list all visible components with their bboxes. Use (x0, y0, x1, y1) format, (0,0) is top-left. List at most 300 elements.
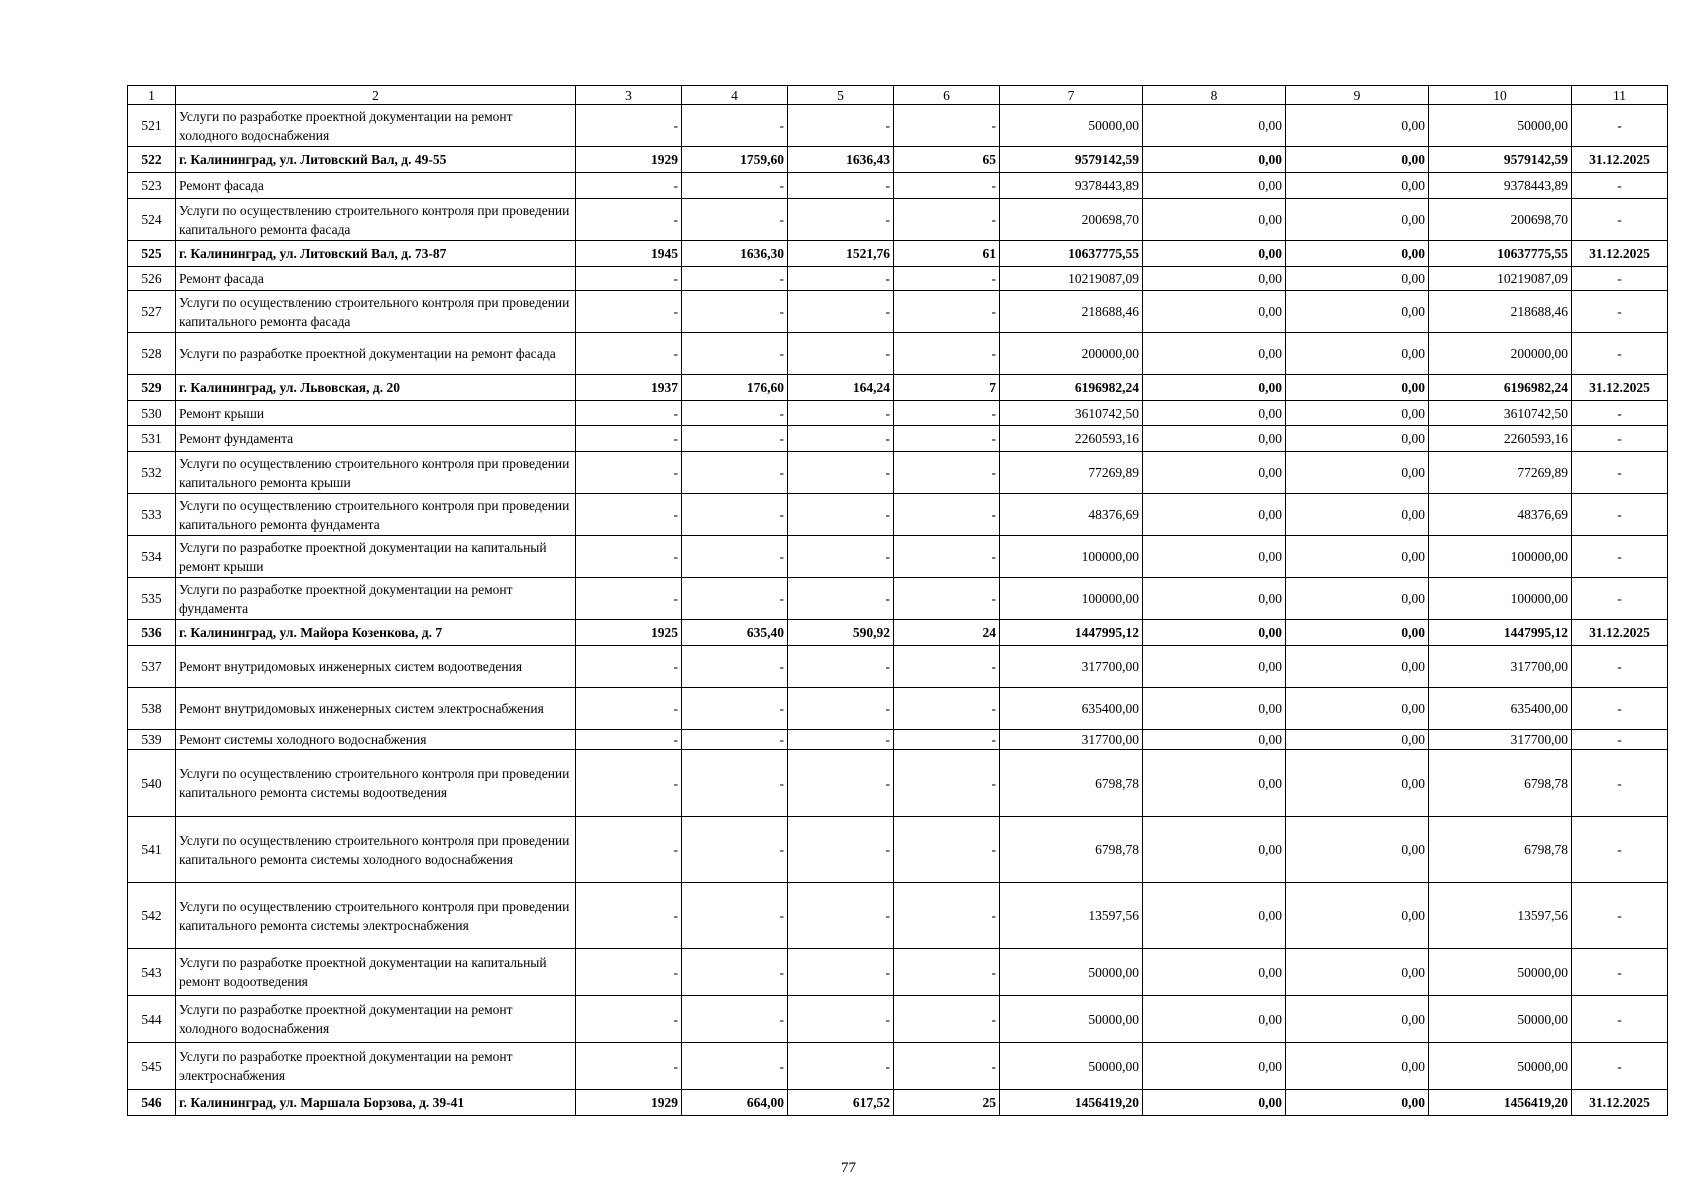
total-cost-cell: 6798,78 (1000, 817, 1143, 883)
budget-cell: 0,00 (1286, 267, 1429, 291)
total-area-cell: - (682, 750, 788, 817)
work-item-row (128, 646, 1668, 688)
living-area-cell: - (788, 401, 894, 426)
row-number-cell: 521 (128, 105, 176, 147)
completion-date-cell: 31.12.2025 (1572, 375, 1668, 401)
owners-funds-cell: 218688,46 (1429, 291, 1572, 333)
build-year-cell: 1937 (576, 375, 682, 401)
total-area-cell: - (682, 173, 788, 199)
residents-cell: - (894, 105, 1000, 147)
residents-cell: - (894, 949, 1000, 996)
fund-cell: 0,00 (1143, 1043, 1286, 1090)
total-area-cell: - (682, 688, 788, 730)
work-item-row (128, 267, 1668, 291)
residents-cell: - (894, 646, 1000, 688)
work-description-cell: Услуги по разработке проектной документации на ремонт холодного водоснабжения (176, 996, 576, 1043)
living-area-cell: - (788, 173, 894, 199)
work-description-cell: Услуги по осуществлению строительного контроля при проведении капитального ремонта системы электроснабжения (176, 883, 576, 949)
completion-date-cell: - (1572, 333, 1668, 375)
residents-cell: - (894, 173, 1000, 199)
work-item-row (128, 494, 1668, 536)
build-year-cell: - (576, 1043, 682, 1090)
completion-date-cell: - (1572, 105, 1668, 147)
completion-date-cell: - (1572, 646, 1668, 688)
work-description-cell: Ремонт внутридомовых инженерных систем электроснабжения (176, 688, 576, 730)
work-item-row (128, 750, 1668, 817)
work-item-row (128, 817, 1668, 883)
completion-date-cell: - (1572, 173, 1668, 199)
owners-funds-cell: 100000,00 (1429, 578, 1572, 620)
build-year-cell: - (576, 688, 682, 730)
build-year-cell: - (576, 750, 682, 817)
completion-date-cell: - (1572, 730, 1668, 750)
total-area-cell: - (682, 996, 788, 1043)
row-number-cell: 540 (128, 750, 176, 817)
living-area-cell: - (788, 333, 894, 375)
residents-cell: 24 (894, 620, 1000, 646)
work-description-cell: г. Калининград, ул. Литовский Вал, д. 73-87 (176, 241, 576, 267)
work-item-row (128, 949, 1668, 996)
budget-cell: 0,00 (1286, 452, 1429, 494)
completion-date-cell: - (1572, 688, 1668, 730)
total-area-cell: - (682, 578, 788, 620)
header-cell-7: 7 (1000, 86, 1143, 105)
fund-cell: 0,00 (1143, 750, 1286, 817)
completion-date-cell: - (1572, 883, 1668, 949)
budget-cell: 0,00 (1286, 105, 1429, 147)
build-year-cell: - (576, 105, 682, 147)
work-description-cell: Услуги по разработке проектной документации на ремонт электроснабжения (176, 1043, 576, 1090)
living-area-cell: - (788, 267, 894, 291)
living-area-cell: 617,52 (788, 1090, 894, 1116)
residents-cell: - (894, 333, 1000, 375)
budget-cell: 0,00 (1286, 426, 1429, 452)
fund-cell: 0,00 (1143, 291, 1286, 333)
total-cost-cell: 9579142,59 (1000, 147, 1143, 173)
fund-cell: 0,00 (1143, 883, 1286, 949)
row-number-cell: 532 (128, 452, 176, 494)
build-year-cell: - (576, 646, 682, 688)
owners-funds-cell: 3610742,50 (1429, 401, 1572, 426)
work-description-cell: Ремонт крыши (176, 401, 576, 426)
living-area-cell: 164,24 (788, 375, 894, 401)
owners-funds-cell: 9378443,89 (1429, 173, 1572, 199)
build-year-cell: - (576, 996, 682, 1043)
total-cost-cell: 218688,46 (1000, 291, 1143, 333)
living-area-cell: - (788, 817, 894, 883)
owners-funds-cell: 9579142,59 (1429, 147, 1572, 173)
completion-date-cell: - (1572, 401, 1668, 426)
budget-cell: 0,00 (1286, 333, 1429, 375)
completion-date-cell: - (1572, 750, 1668, 817)
owners-funds-cell: 13597,56 (1429, 883, 1572, 949)
fund-cell: 0,00 (1143, 333, 1286, 375)
address-row (128, 147, 1668, 173)
residents-cell: - (894, 494, 1000, 536)
completion-date-cell: - (1572, 291, 1668, 333)
residents-cell: - (894, 291, 1000, 333)
build-year-cell: - (576, 291, 682, 333)
completion-date-cell: - (1572, 426, 1668, 452)
total-cost-cell: 50000,00 (1000, 949, 1143, 996)
residents-cell: 25 (894, 1090, 1000, 1116)
owners-funds-cell: 10219087,09 (1429, 267, 1572, 291)
build-year-cell: - (576, 452, 682, 494)
budget-cell: 0,00 (1286, 291, 1429, 333)
total-area-cell: 664,00 (682, 1090, 788, 1116)
work-description-cell: Ремонт внутридомовых инженерных систем водоотведения (176, 646, 576, 688)
completion-date-cell: 31.12.2025 (1572, 241, 1668, 267)
row-number-cell: 536 (128, 620, 176, 646)
budget-cell: 0,00 (1286, 646, 1429, 688)
residents-cell: - (894, 817, 1000, 883)
owners-funds-cell: 2260593,16 (1429, 426, 1572, 452)
total-area-cell: - (682, 401, 788, 426)
residents-cell: - (894, 688, 1000, 730)
fund-cell: 0,00 (1143, 949, 1286, 996)
header-cell-5: 5 (788, 86, 894, 105)
total-cost-cell: 317700,00 (1000, 646, 1143, 688)
fund-cell: 0,00 (1143, 199, 1286, 241)
owners-funds-cell: 6798,78 (1429, 750, 1572, 817)
residents-cell: - (894, 401, 1000, 426)
completion-date-cell: - (1572, 494, 1668, 536)
total-area-cell: - (682, 817, 788, 883)
completion-date-cell: - (1572, 536, 1668, 578)
capital-repair-table (127, 85, 1668, 1116)
build-year-cell: - (576, 494, 682, 536)
row-number-cell: 528 (128, 333, 176, 375)
residents-cell: - (894, 267, 1000, 291)
fund-cell: 0,00 (1143, 173, 1286, 199)
work-description-cell: Услуги по разработке проектной документации на ремонт фундамента (176, 578, 576, 620)
header-cell-1: 1 (128, 86, 176, 105)
owners-funds-cell: 1456419,20 (1429, 1090, 1572, 1116)
residents-cell: 65 (894, 147, 1000, 173)
residents-cell: - (894, 426, 1000, 452)
row-number-cell: 543 (128, 949, 176, 996)
residents-cell: - (894, 996, 1000, 1043)
row-number-cell: 534 (128, 536, 176, 578)
total-area-cell: 176,60 (682, 375, 788, 401)
fund-cell: 0,00 (1143, 646, 1286, 688)
completion-date-cell: - (1572, 817, 1668, 883)
fund-cell: 0,00 (1143, 452, 1286, 494)
work-description-cell: г. Калининград, ул. Литовский Вал, д. 49-55 (176, 147, 576, 173)
owners-funds-cell: 200000,00 (1429, 333, 1572, 375)
total-area-cell: - (682, 1043, 788, 1090)
completion-date-cell: - (1572, 1043, 1668, 1090)
owners-funds-cell: 6798,78 (1429, 817, 1572, 883)
total-area-cell: - (682, 949, 788, 996)
total-cost-cell: 2260593,16 (1000, 426, 1143, 452)
total-cost-cell: 50000,00 (1000, 1043, 1143, 1090)
total-area-cell: 1759,60 (682, 147, 788, 173)
build-year-cell: - (576, 333, 682, 375)
owners-funds-cell: 77269,89 (1429, 452, 1572, 494)
work-item-row (128, 1043, 1668, 1090)
completion-date-cell: 31.12.2025 (1572, 147, 1668, 173)
work-item-row (128, 452, 1668, 494)
budget-cell: 0,00 (1286, 949, 1429, 996)
address-row (128, 375, 1668, 401)
work-item-row (128, 883, 1668, 949)
header-cell-8: 8 (1143, 86, 1286, 105)
residents-cell: - (894, 452, 1000, 494)
address-row (128, 620, 1668, 646)
total-cost-cell: 13597,56 (1000, 883, 1143, 949)
budget-cell: 0,00 (1286, 883, 1429, 949)
build-year-cell: 1929 (576, 1090, 682, 1116)
fund-cell: 0,00 (1143, 494, 1286, 536)
budget-cell: 0,00 (1286, 996, 1429, 1043)
total-area-cell: - (682, 426, 788, 452)
budget-cell: 0,00 (1286, 1090, 1429, 1116)
work-item-row (128, 333, 1668, 375)
build-year-cell: 1929 (576, 147, 682, 173)
work-item-row (128, 291, 1668, 333)
fund-cell: 0,00 (1143, 426, 1286, 452)
work-description-cell: Услуги по осуществлению строительного контроля при проведении капитального ремонта системы холодного водоснабжения (176, 817, 576, 883)
owners-funds-cell: 317700,00 (1429, 646, 1572, 688)
work-description-cell: Услуги по разработке проектной документации на ремонт фасада (176, 333, 576, 375)
owners-funds-cell: 635400,00 (1429, 688, 1572, 730)
build-year-cell: - (576, 578, 682, 620)
fund-cell: 0,00 (1143, 401, 1286, 426)
build-year-cell: - (576, 949, 682, 996)
row-number-cell: 523 (128, 173, 176, 199)
header-cell-10: 10 (1429, 86, 1572, 105)
completion-date-cell: - (1572, 199, 1668, 241)
work-description-cell: Ремонт фасада (176, 267, 576, 291)
build-year-cell: - (576, 883, 682, 949)
total-cost-cell: 3610742,50 (1000, 401, 1143, 426)
fund-cell: 0,00 (1143, 105, 1286, 147)
budget-cell: 0,00 (1286, 817, 1429, 883)
fund-cell: 0,00 (1143, 688, 1286, 730)
work-description-cell: г. Калининград, ул. Маршала Борзова, д. 39-41 (176, 1090, 576, 1116)
residents-cell: - (894, 1043, 1000, 1090)
completion-date-cell: - (1572, 996, 1668, 1043)
build-year-cell: - (576, 267, 682, 291)
column-number-header-row (128, 86, 1668, 105)
work-description-cell: Ремонт фундамента (176, 426, 576, 452)
total-cost-cell: 10219087,09 (1000, 267, 1143, 291)
work-item-row (128, 536, 1668, 578)
work-description-cell: Ремонт системы холодного водоснабжения (176, 730, 576, 750)
total-cost-cell: 6798,78 (1000, 750, 1143, 817)
row-number-cell: 533 (128, 494, 176, 536)
row-number-cell: 522 (128, 147, 176, 173)
header-cell-4: 4 (682, 86, 788, 105)
total-cost-cell: 50000,00 (1000, 105, 1143, 147)
fund-cell: 0,00 (1143, 147, 1286, 173)
budget-cell: 0,00 (1286, 199, 1429, 241)
total-cost-cell: 50000,00 (1000, 996, 1143, 1043)
owners-funds-cell: 10637775,55 (1429, 241, 1572, 267)
residents-cell: - (894, 578, 1000, 620)
header-cell-2: 2 (176, 86, 576, 105)
completion-date-cell: - (1572, 267, 1668, 291)
fund-cell: 0,00 (1143, 1090, 1286, 1116)
owners-funds-cell: 50000,00 (1429, 105, 1572, 147)
row-number-cell: 538 (128, 688, 176, 730)
fund-cell: 0,00 (1143, 817, 1286, 883)
budget-cell: 0,00 (1286, 578, 1429, 620)
fund-cell: 0,00 (1143, 536, 1286, 578)
address-row (128, 241, 1668, 267)
residents-cell: 61 (894, 241, 1000, 267)
budget-cell: 0,00 (1286, 750, 1429, 817)
total-cost-cell: 317700,00 (1000, 730, 1143, 750)
header-cell-6: 6 (894, 86, 1000, 105)
work-description-cell: г. Калининград, ул. Львовская, д. 20 (176, 375, 576, 401)
living-area-cell: - (788, 996, 894, 1043)
budget-cell: 0,00 (1286, 375, 1429, 401)
work-description-cell: Услуги по осуществлению строительного контроля при проведении капитального ремонта крыши (176, 452, 576, 494)
build-year-cell: - (576, 199, 682, 241)
page-number: 77 (841, 1160, 856, 1176)
total-area-cell: 1636,30 (682, 241, 788, 267)
build-year-cell: - (576, 426, 682, 452)
total-area-cell: 635,40 (682, 620, 788, 646)
budget-cell: 0,00 (1286, 730, 1429, 750)
work-description-cell: Услуги по разработке проектной документации на ремонт холодного водоснабжения (176, 105, 576, 147)
row-number-cell: 529 (128, 375, 176, 401)
row-number-cell: 545 (128, 1043, 176, 1090)
total-area-cell: - (682, 291, 788, 333)
owners-funds-cell: 50000,00 (1429, 949, 1572, 996)
residents-cell: - (894, 199, 1000, 241)
table-body (128, 86, 1668, 1116)
living-area-cell: 1521,76 (788, 241, 894, 267)
total-area-cell: - (682, 199, 788, 241)
row-number-cell: 531 (128, 426, 176, 452)
living-area-cell: - (788, 578, 894, 620)
owners-funds-cell: 100000,00 (1429, 536, 1572, 578)
living-area-cell: - (788, 199, 894, 241)
header-cell-11: 11 (1572, 86, 1668, 105)
total-cost-cell: 6196982,24 (1000, 375, 1143, 401)
row-number-cell: 546 (128, 1090, 176, 1116)
owners-funds-cell: 1447995,12 (1429, 620, 1572, 646)
row-number-cell: 530 (128, 401, 176, 426)
row-number-cell: 537 (128, 646, 176, 688)
completion-date-cell: - (1572, 949, 1668, 996)
residents-cell: - (894, 536, 1000, 578)
total-area-cell: - (682, 883, 788, 949)
living-area-cell: - (788, 494, 894, 536)
budget-cell: 0,00 (1286, 173, 1429, 199)
living-area-cell: - (788, 426, 894, 452)
total-area-cell: - (682, 105, 788, 147)
owners-funds-cell: 200698,70 (1429, 199, 1572, 241)
row-number-cell: 526 (128, 267, 176, 291)
owners-funds-cell: 50000,00 (1429, 996, 1572, 1043)
fund-cell: 0,00 (1143, 267, 1286, 291)
total-cost-cell: 100000,00 (1000, 536, 1143, 578)
owners-funds-cell: 6196982,24 (1429, 375, 1572, 401)
total-area-cell: - (682, 267, 788, 291)
total-area-cell: - (682, 333, 788, 375)
row-number-cell: 544 (128, 996, 176, 1043)
row-number-cell: 541 (128, 817, 176, 883)
work-item-row (128, 426, 1668, 452)
work-item-row (128, 730, 1668, 750)
fund-cell: 0,00 (1143, 620, 1286, 646)
budget-cell: 0,00 (1286, 401, 1429, 426)
total-area-cell: - (682, 730, 788, 750)
fund-cell: 0,00 (1143, 996, 1286, 1043)
work-description-cell: Услуги по разработке проектной документации на капитальный ремонт водоотведения (176, 949, 576, 996)
living-area-cell: 1636,43 (788, 147, 894, 173)
work-item-row (128, 173, 1668, 199)
total-area-cell: - (682, 536, 788, 578)
work-description-cell: Услуги по разработке проектной документации на капитальный ремонт крыши (176, 536, 576, 578)
budget-cell: 0,00 (1286, 1043, 1429, 1090)
fund-cell: 0,00 (1143, 730, 1286, 750)
living-area-cell: - (788, 688, 894, 730)
total-area-cell: - (682, 452, 788, 494)
owners-funds-cell: 317700,00 (1429, 730, 1572, 750)
work-description-cell: Услуги по осуществлению строительного контроля при проведении капитального ремонта фасада (176, 291, 576, 333)
residents-cell: 7 (894, 375, 1000, 401)
budget-cell: 0,00 (1286, 536, 1429, 578)
total-cost-cell: 10637775,55 (1000, 241, 1143, 267)
row-number-cell: 539 (128, 730, 176, 750)
work-item-row (128, 199, 1668, 241)
row-number-cell: 527 (128, 291, 176, 333)
address-row (128, 1090, 1668, 1116)
header-cell-3: 3 (576, 86, 682, 105)
build-year-cell: 1945 (576, 241, 682, 267)
row-number-cell: 535 (128, 578, 176, 620)
living-area-cell: - (788, 646, 894, 688)
fund-cell: 0,00 (1143, 241, 1286, 267)
owners-funds-cell: 50000,00 (1429, 1043, 1572, 1090)
header-cell-9: 9 (1286, 86, 1429, 105)
build-year-cell: - (576, 817, 682, 883)
total-cost-cell: 1456419,20 (1000, 1090, 1143, 1116)
living-area-cell: - (788, 536, 894, 578)
living-area-cell: 590,92 (788, 620, 894, 646)
budget-cell: 0,00 (1286, 620, 1429, 646)
row-number-cell: 524 (128, 199, 176, 241)
work-description-cell: Ремонт фасада (176, 173, 576, 199)
row-number-cell: 542 (128, 883, 176, 949)
work-item-row (128, 688, 1668, 730)
budget-cell: 0,00 (1286, 494, 1429, 536)
residents-cell: - (894, 730, 1000, 750)
work-item-row (128, 996, 1668, 1043)
build-year-cell: - (576, 730, 682, 750)
living-area-cell: - (788, 883, 894, 949)
build-year-cell: 1925 (576, 620, 682, 646)
work-description-cell: Услуги по осуществлению строительного контроля при проведении капитального ремонта фасада (176, 199, 576, 241)
budget-cell: 0,00 (1286, 147, 1429, 173)
living-area-cell: - (788, 949, 894, 996)
total-cost-cell: 635400,00 (1000, 688, 1143, 730)
budget-cell: 0,00 (1286, 688, 1429, 730)
total-cost-cell: 200000,00 (1000, 333, 1143, 375)
total-area-cell: - (682, 646, 788, 688)
completion-date-cell: - (1572, 452, 1668, 494)
residents-cell: - (894, 750, 1000, 817)
total-cost-cell: 100000,00 (1000, 578, 1143, 620)
work-description-cell: Услуги по осуществлению строительного контроля при проведении капитального ремонта системы водоотведения (176, 750, 576, 817)
living-area-cell: - (788, 105, 894, 147)
work-item-row (128, 401, 1668, 426)
